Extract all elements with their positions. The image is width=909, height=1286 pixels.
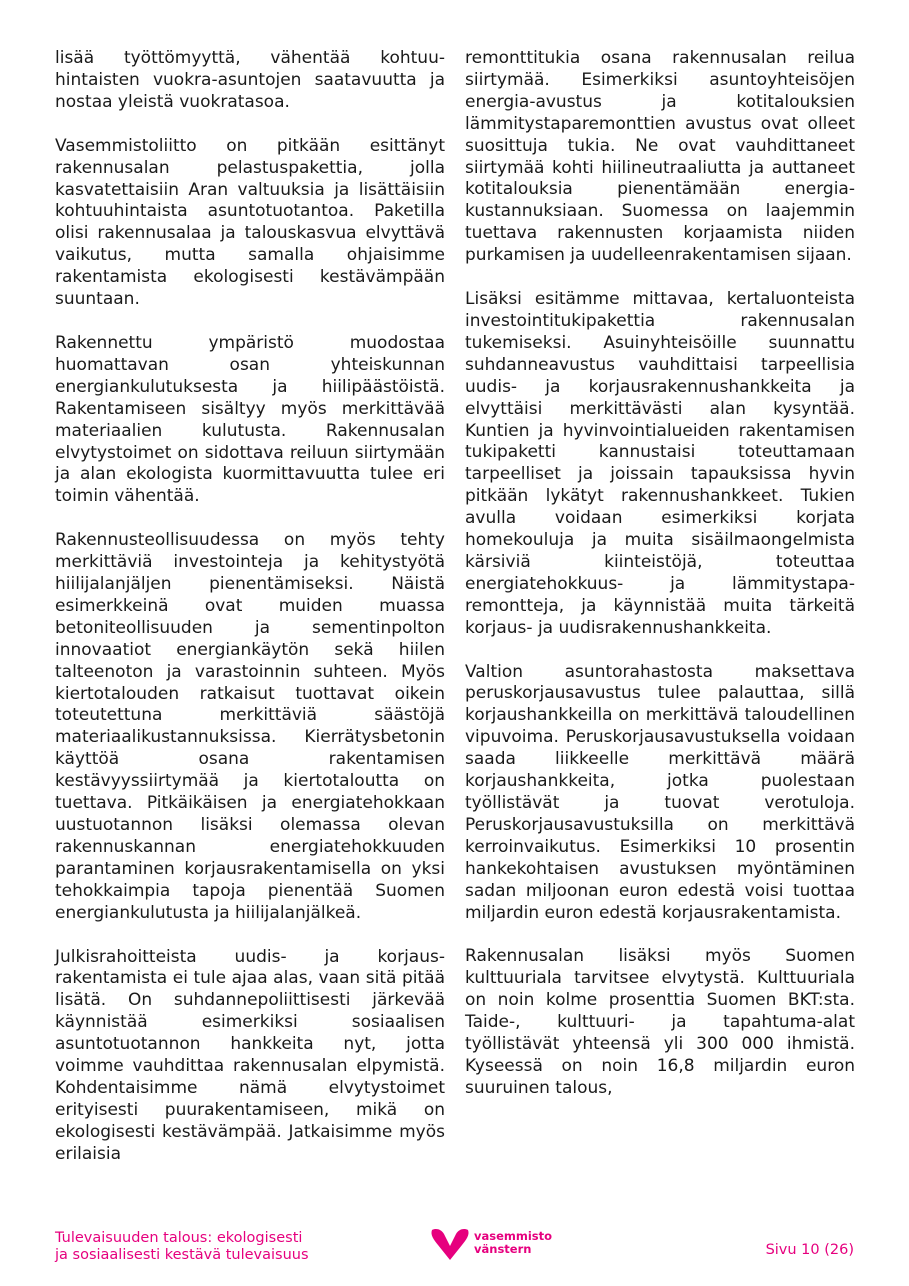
paragraph: Rakennusteollisuudessa on myös tehty merkittäviä investointeja ja kehitystyötä hiilijalanjäljen pienentämiseksi. Näistä esimerkkeinä ovat muiden muassa betoniteollisuuden ja sementinpolton innovaatiot energiankäytön sekä hiilen talteenoton ja varastoinnin suhteen. Myös kiertotalouden ratkaisut tuottavat oikein toteutettuna merkittäviä säästöjä materiaalikustannuksissa. Kierrätysbetonin käyttöä osana rakentamisen kestävyyssiirtymää ja kiertotaloutta on tuettava. Pitkäikäisen ja energiatehokkaan uustuotannon lisäksi olemassa olevan rakennuskannan energiatehokkuuden parantaminen korjausrakentamisella on yksi tehokkaimpia tapoja pienentää Suomen energiankulutusta ja hiilijalanjälkeä.: [55, 530, 445, 923]
right-text-column: [465, 48, 855, 1122]
page-number: Sivu 10 (26): [765, 1242, 854, 1258]
footer-title-line: Tulevaisuuden talous: ekologisesti: [55, 1230, 303, 1246]
left-text-column: [55, 48, 445, 1188]
footer-title-line: ja sosiaalisesti kestävä tulevaisuus: [55, 1247, 309, 1263]
paragraph: Rakennusalan lisäksi myös Suomen kulttuuriala tarvitsee elvytystä. Kulttuuriala on noin kolme prosenttia Suomen BKT:sta. Taide-, kulttuuri- ja tapahtuma-alat työllistävät yhteensä yli 300 000 ihmistä. Kyseessä on noin 16,8 miljardin euron suuruinen talous,: [465, 946, 855, 1098]
paragraph: Julkisrahoitteista uudis- ja korjausrakentamista ei tule ajaa alas, vaan sitä pitää lisätä. On suhdannepoliittisesti järkevää käynnistää esimerkiksi sosiaalisen asuntotuotannon hankkeita nyt, jotta voimme vauhdittaa rakennusalan elpymistä. Kohdentaisimme nämä elvytystoimet erityisesti puurakentamiseen, mikä on ekologisesti kestävämpää. Jatkaisimme myös erilaisia: [55, 946, 445, 1164]
heart-v-icon: [430, 1226, 470, 1262]
logo-line: vasemmisto: [474, 1229, 553, 1243]
logo-line: vänstern: [474, 1242, 532, 1256]
paragraph: Lisäksi esitämme mittavaa, kertaluonteista investointitukipakettia rakennusalan tukemiseksi. Asuinyhteisöille suunnattu suhdanneavustus vauhdittaisi tarpeellisia uudis- ja korjausrakennushankkeita ja elvyttäisi merkittävästi alan kysyntää. Kuntien ja hyvinvointialueiden rakentamisen tukipaketti kannustaisi toteuttamaan tarpeelliset ja joissain tapauksissa hyvin pitkään lykätyt rakennushankkeet. Tukien avulla voidaan esimerkiksi korjata homekouluja ja muita sisäilmaongelmista kärsiviä kiinteistöjä, toteuttaa energiatehokkuus- ja lämmitystaparemontteja, ja käynnistää muita tärkeitä korjaus- ja uudisrakennushankkeita.: [465, 289, 855, 638]
paragraph: Valtion asuntorahastosta maksettava peruskorjausavustus tulee palauttaa, sillä korjaushankkeilla on merkittävä taloudellinen vipuvoima. Peruskorjausavustuksella voidaan saada liikkeelle merkittävä määrä korjaushankkeita, jotka puolestaan työllistävät ja tuovat verotuloja. Peruskorjausavustuksilla on merkittävä kerroinvaikutus. Esimerkiksi 10 prosentin hankekohtaisen avustuksen myöntäminen sadan miljoonan euron edestä voisi tuottaa miljardin euron edestä korjausrakentamista.: [465, 661, 855, 923]
paragraph: Vasemmistoliitto on pitkään esittänyt rakennusalan pelastuspakettia, jolla kasvatettaisiin Aran valtuuksia ja lisättäisiin kohtuuhintaista asuntotuotantoa. Paketilla olisi rakennusalaa ja talouskasvua elvyttävä vaikutus, mutta samalla ohjaisimme rakentamista ekologisesti kestävämpään suuntaan.: [55, 135, 445, 310]
paragraph: remonttitukia osana rakennusalan reilua siirtymää. Esimerkiksi asuntoyhteisöjen energia-avustus ja kotitalouksien lämmitystaparemonttien avustus ovat olleet suosittuja tukia. Ne ovat vauhdittaneet siirtymää kohti hiilineutraaliutta ja auttaneet kotitalouksia pienentämään energiakustannuksiaan. Suomessa on laajemmin tuettava rakennusten korjaamista niiden purkamisen ja uudelleenrakentamisen sijaan.: [465, 48, 855, 266]
vasemmisto-logo: [430, 1226, 570, 1262]
footer-document-title: [55, 1230, 309, 1264]
logo-wordmark: [474, 1230, 552, 1256]
paragraph: lisää työttömyyttä, vähentää kohtuuhintaisten vuokra-asuntojen saatavuutta ja nostaa yleistä vuokratasoa.: [55, 48, 445, 112]
paragraph: Rakennettu ympäristö muodostaa huomattavan osan yhteiskunnan energiankulutuksesta ja hiilipäästöistä. Rakentamiseen sisältyy myös merkittävää materiaalien kulutusta. Rakennusalan elvytystoimet on sidottava reiluun siirtymään ja alan ekologista kuormittavuutta tulee eri toimin vähentää.: [55, 332, 445, 507]
